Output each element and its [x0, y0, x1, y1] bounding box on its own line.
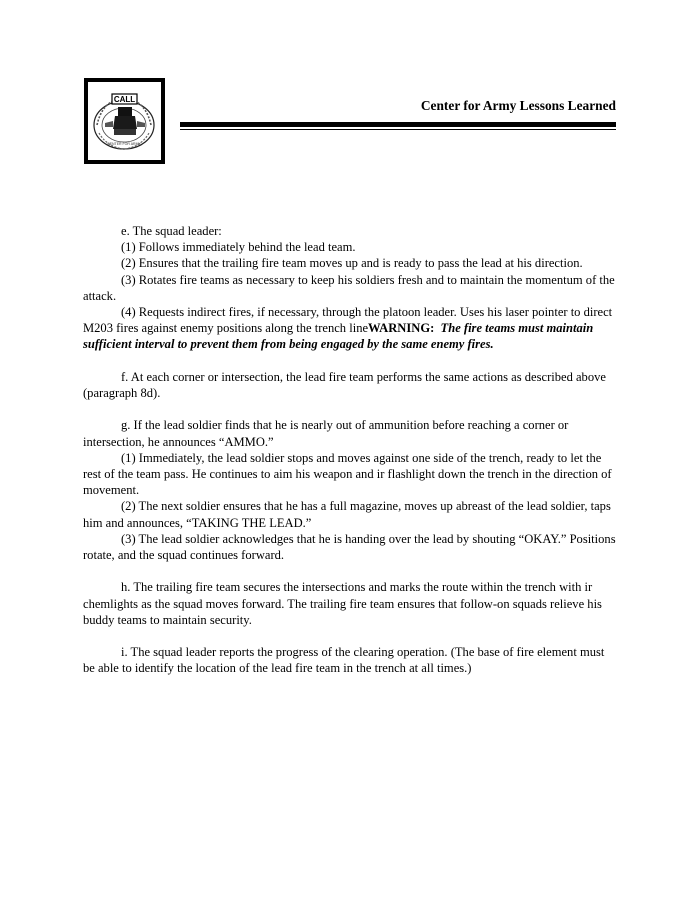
paragraph-e4-text: (4) Requests indirect fires, if necessary, through the platoon leader. Uses his laser pointer to direct M203 fires against enemy positions along the trench line [83, 305, 613, 336]
paragraph-e1: (1) Follows immediately behind the lead team. [121, 240, 356, 255]
warning-label: WARNING: [368, 321, 435, 336]
call-logo [84, 78, 165, 164]
logo-text: CALL [113, 95, 136, 105]
paragraph-g2: (2) The next soldier ensures that he has a full magazine, moves up abreast of the lead soldier, taps him and announces, “TAKING THE LEAD.” [83, 499, 611, 530]
paragraph-e4 [83, 304, 619, 353]
warning-text: The fire teams must maintain sufficient interval to prevent them from being engaged by the same enemy fires. [83, 321, 594, 352]
paragraph-e3: (3) Rotates fire teams as necessary to keep his soldiers fresh and to maintain the momentum of the attack. [83, 272, 615, 303]
document-body [83, 223, 619, 677]
paragraph-g3: (3) The lead soldier acknowledges that he is handing over the lead by shouting “OKAY.” Positions rotate, and the squad continues forward. [83, 531, 616, 563]
header-rule [180, 122, 616, 127]
paragraph-g1: (1) Immediately, the lead soldier stops and moves against one side of the trench, ready to let the rest of the team pass. He continues to aim his weapon and ir flashlight down the trench in the direction of movement. [83, 450, 612, 498]
paragraph-g-intro: g. If the lead soldier finds that he is nearly out of ammunition before reaching a corner or intersection, he announces “AMMO.” [83, 418, 569, 449]
paragraph-e-intro: e. The squad leader: [121, 224, 222, 238]
svg-text:CENTER FOR ARMY: CENTER FOR ARMY [107, 142, 141, 146]
paragraph-i: i. The squad leader reports the progress of the clearing operation. (The base of fire element must be able to identify the location of the lead fire team in the trench at all times.) [83, 645, 605, 676]
paragraph-e2: (2) Ensures that the trailing fire team moves up and is ready to pass the lead at his direction. [121, 256, 583, 271]
paragraph-h: h. The trailing fire team secures the intersections and marks the route within the trench with ir chemlights as the squad moves forward. The trailing fire team ensures that follow-on squads relieve his buddy teams to maintain security. [83, 580, 602, 627]
header-rule-thin [180, 129, 616, 130]
call-emblem-icon [91, 85, 158, 157]
paragraph-f: f. At each corner or intersection, the lead fire team performs the same actions as described above (paragraph 8d). [83, 369, 606, 401]
header-title: Center for Army Lessons Learned [420, 98, 616, 113]
